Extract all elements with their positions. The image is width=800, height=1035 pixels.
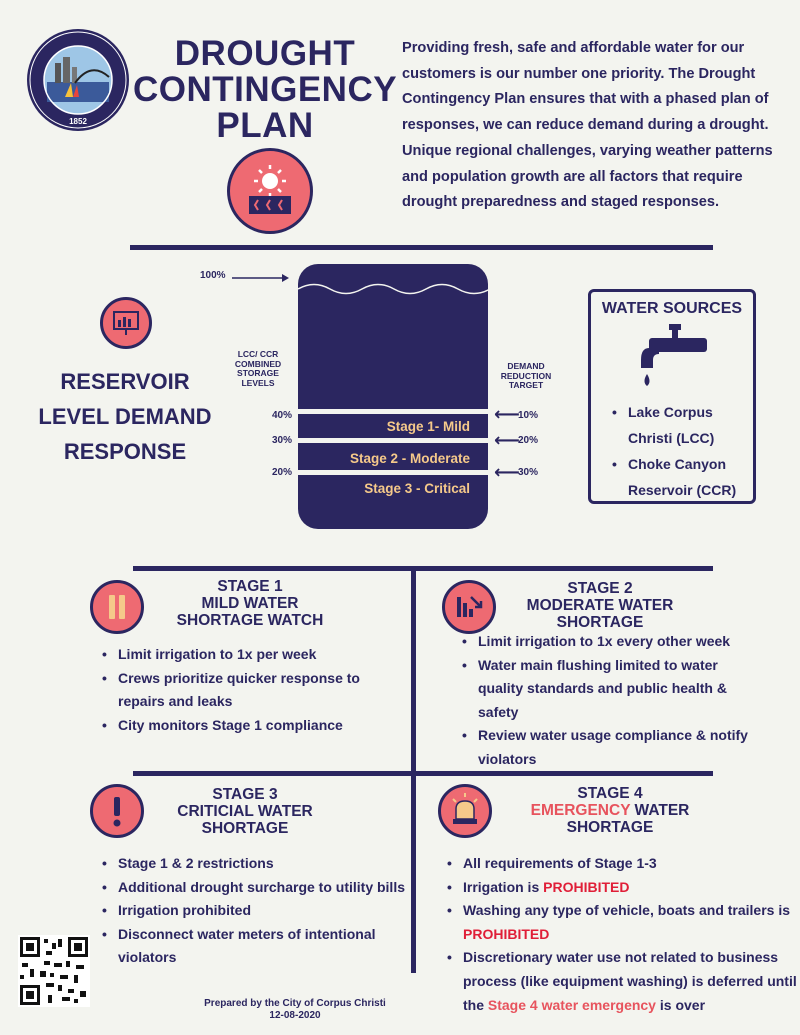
footer-date: 12-08-2020	[269, 1010, 321, 1021]
full-level-label	[200, 270, 226, 281]
reservoir-heading	[30, 364, 220, 469]
demand-target-caption	[494, 362, 558, 391]
storage-40: 40%	[272, 410, 293, 421]
stage-2-level: Stage 2 - Moderate	[349, 451, 470, 466]
stage-1-heading	[160, 578, 340, 629]
stage-3-list	[100, 852, 428, 970]
left-arrow-icon: ⟵	[494, 462, 520, 482]
heading-line: RESPONSE	[63, 439, 187, 464]
target-30: 30%	[518, 467, 539, 478]
list-item: • Lake Corpus Christi (LCC)	[628, 399, 736, 451]
heading-line: RESERVOIR	[60, 369, 190, 394]
divider	[133, 566, 713, 571]
stage-4-list	[445, 852, 800, 1017]
presentation-chart-icon	[100, 297, 152, 349]
list-item: • Choke Canyon Reservoir (CCR)	[628, 451, 736, 503]
title-line: PLAN	[216, 106, 314, 145]
stage-4-heading	[510, 785, 710, 836]
heading-line: EMERGENCY WATER	[530, 802, 690, 819]
caption-line: TARGET	[508, 380, 544, 390]
heading-line: SHORTAGE	[201, 820, 289, 837]
list-item: • Irrigation prohibited	[118, 899, 428, 923]
heading-line: STAGE 1	[217, 578, 283, 595]
stage-1-level: Stage 1- Mild	[386, 419, 470, 434]
seal-year: 1852	[69, 117, 87, 126]
level-line-40	[298, 409, 488, 414]
footer	[190, 998, 400, 1022]
prepared-by: Prepared by the City of Corpus Christi	[204, 998, 386, 1009]
heading-line: STAGE 2	[567, 580, 633, 597]
list-item: • Additional drought surcharge to utility bills	[118, 876, 428, 900]
caption-line: LCC/ CCR	[237, 349, 279, 359]
stage-2-list	[460, 630, 778, 772]
target-10: 10%	[518, 410, 539, 421]
emergency-word: EMERGENCY	[530, 802, 631, 819]
list-item: • Irrigation is PROHIBITED	[463, 876, 800, 900]
qr-code[interactable]	[18, 935, 90, 1007]
list-item: • Limit irrigation to 1x per week	[118, 643, 418, 667]
heading-line: STAGE 3	[212, 786, 278, 803]
list-item: • City monitors Stage 1 compliance	[118, 714, 418, 738]
list-item: • Review water usage compliance & notify violators	[478, 724, 778, 771]
chart-down-icon	[442, 580, 496, 634]
caption-line: LEVELS	[241, 377, 275, 388]
water-sources-list	[610, 399, 736, 503]
list-item: • Discretionary water use not related to business process (like equipment washing) is deferred until the Stage 4 water emergency is over	[463, 946, 800, 1017]
title-line: CONTINGENCY	[132, 70, 398, 109]
list-item: • All requirements of Stage 1-3	[463, 852, 800, 876]
storage-levels-caption	[226, 350, 290, 388]
full-level-value: 100%	[200, 270, 226, 281]
caption-line: REDUCTION	[500, 370, 552, 381]
storage-20: 20%	[272, 467, 293, 478]
target-20: 20%	[518, 435, 539, 446]
reservoir-tank	[298, 264, 488, 529]
divider	[130, 245, 713, 250]
page-title	[130, 36, 400, 144]
heading-line: SHORTAGE	[566, 819, 654, 836]
heading-line: STAGE 4	[577, 785, 643, 802]
stage-1-list	[100, 643, 418, 737]
city-seal	[25, 27, 131, 133]
drought-sun-icon	[227, 148, 313, 234]
heading-line: LEVEL DEMAND	[38, 404, 212, 429]
stage-3-heading	[155, 786, 335, 837]
list-item: • Disconnect water meters of intentional violators	[118, 923, 428, 970]
list-item: • Water main flushing limited to water quality standards and public health & safety	[478, 654, 778, 725]
exclamation-icon	[90, 784, 144, 838]
caption-line: STORAGE	[237, 368, 279, 378]
water-sources-box	[588, 289, 756, 504]
intro-paragraph: Providing fresh, safe and affordable water for our customers is our number one priority. The Drought Contingency Plan ensures that with a phased plan of responses, we can reduce demand during a drought. Unique regional challenges, varying weather patterns and population growth are all factors that require drought preparedness and staged responses.	[402, 40, 773, 211]
full-level-arrow	[232, 270, 290, 280]
heading-line: MODERATE WATER	[526, 597, 674, 614]
divider	[133, 771, 713, 776]
left-arrow-icon: ⟵	[494, 430, 520, 450]
list-item: • Limit irrigation to 1x every other week	[478, 630, 778, 654]
caption-line: DEMAND	[507, 361, 545, 371]
pause-icon	[90, 580, 144, 634]
level-line-30	[298, 438, 488, 443]
list-item: • Stage 1 & 2 restrictions	[118, 852, 428, 876]
title-line: DROUGHT	[174, 34, 356, 73]
stage-2-heading	[510, 580, 690, 631]
stage-3-level: Stage 3 - Critical	[364, 481, 470, 496]
left-arrow-icon: ⟵	[494, 404, 520, 424]
siren-icon	[438, 784, 492, 838]
heading-line: SHORTAGE	[556, 614, 644, 631]
caption-line: COMBINED	[234, 358, 282, 369]
faucet-icon	[639, 324, 711, 394]
heading-line: SHORTAGE WATCH	[176, 612, 324, 629]
list-item: • Crews prioritize quicker response to repairs and leaks	[118, 667, 418, 714]
level-line-20	[298, 470, 488, 475]
heading-line: CRITICIAL WATER	[177, 803, 313, 820]
water-sources-title: WATER SOURCES	[601, 300, 743, 317]
storage-30: 30%	[272, 435, 293, 446]
list-item: • Washing any type of vehicle, boats and trailers is PROHIBITED	[463, 899, 800, 946]
heading-line: MILD WATER	[201, 595, 299, 612]
